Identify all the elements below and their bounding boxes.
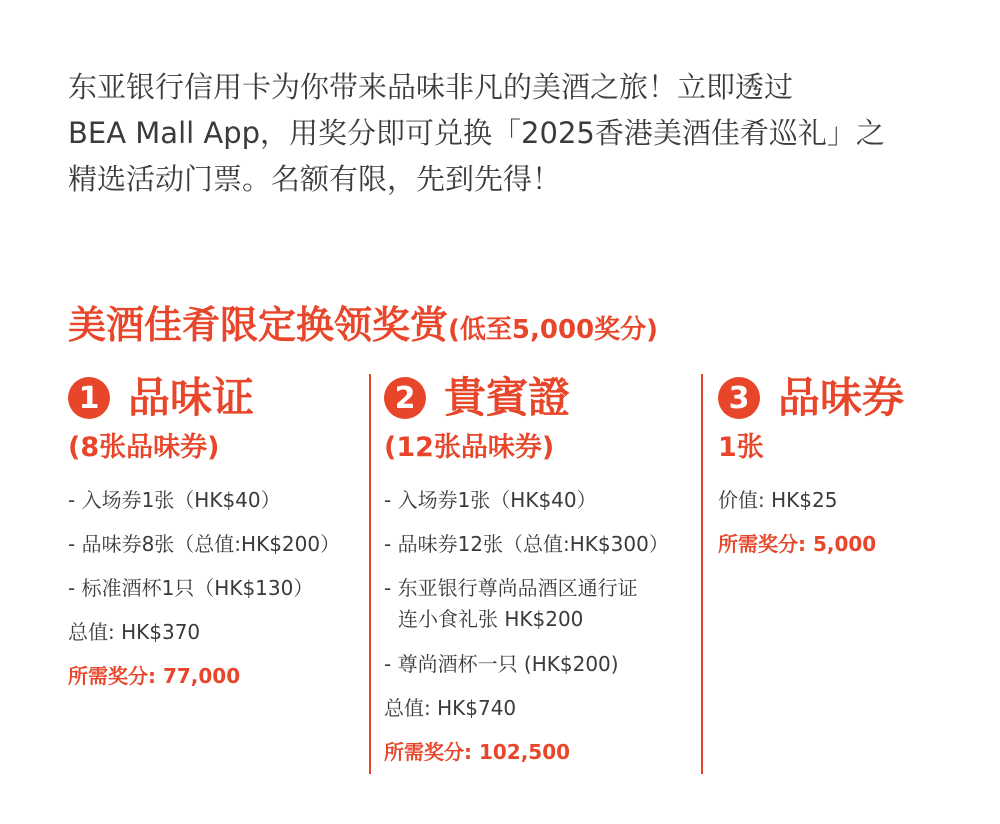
section-title (68, 294, 658, 349)
reward-items (384, 478, 699, 686)
section-title-main: 美酒佳肴限定换领奖赏 (68, 303, 449, 347)
intro-line: BEA Mall App，用奖分即可兑换「2025香港美酒佳肴巡礼」之 (68, 116, 885, 150)
number-badge: 1 (68, 377, 110, 419)
list-item (384, 566, 699, 634)
reward-points: 所需奖分: 77,000 (68, 664, 241, 688)
reward-items (68, 478, 363, 610)
list-item: - 品味券8张（总值:HK$200） (68, 532, 341, 556)
reward-total: 总值: HK$370 (68, 620, 201, 644)
reward-subtitle: (8张品味券) (68, 432, 220, 463)
reward-points: 所需奖分: 5,000 (718, 532, 877, 556)
intro-line: 精选活动门票。名额有限，先到先得！ (68, 162, 562, 196)
reward-value: 价值: HK$25 (718, 488, 838, 512)
reward-card-tasting-pass (68, 372, 363, 698)
intro-line: 东亚银行信用卡为你带来品味非凡的美酒之旅！立即透过 (68, 70, 794, 104)
column-divider (369, 374, 371, 774)
section-title-sub: (低至5,000奖分) (448, 315, 659, 345)
list-item: - 入场券1张（HK$40） (68, 488, 281, 512)
reward-subtitle: 1张 (718, 432, 764, 463)
number-badge: 3 (718, 377, 760, 419)
column-divider (701, 374, 703, 774)
reward-header (68, 372, 363, 424)
reward-card-vip-pass (384, 372, 699, 774)
intro-paragraph (68, 64, 948, 202)
reward-header (384, 372, 699, 424)
reward-header (718, 372, 988, 424)
reward-card-tasting-coupon (718, 372, 988, 566)
reward-name: 貴賓證 (444, 373, 571, 422)
reward-subtitle: (12张品味券) (384, 432, 555, 463)
list-item: - 标准酒杯1只（HK$130） (68, 576, 314, 600)
number-badge: 2 (384, 377, 426, 419)
list-item: - 品味券12张（总值:HK$300） (384, 532, 669, 556)
list-item-text: - 东亚银行尊尚品酒区通行证 (384, 576, 638, 600)
list-item-continuation: 连小食礼张 HK$200 (398, 607, 584, 631)
list-item: - 尊尚酒杯一只 (HK$200) (384, 652, 619, 676)
reward-points: 所需奖分: 102,500 (384, 740, 571, 764)
reward-name: 品味券 (778, 373, 905, 422)
reward-name: 品味证 (128, 373, 255, 422)
reward-total: 总值: HK$740 (384, 696, 517, 720)
list-item: - 入场券1张（HK$40） (384, 488, 597, 512)
